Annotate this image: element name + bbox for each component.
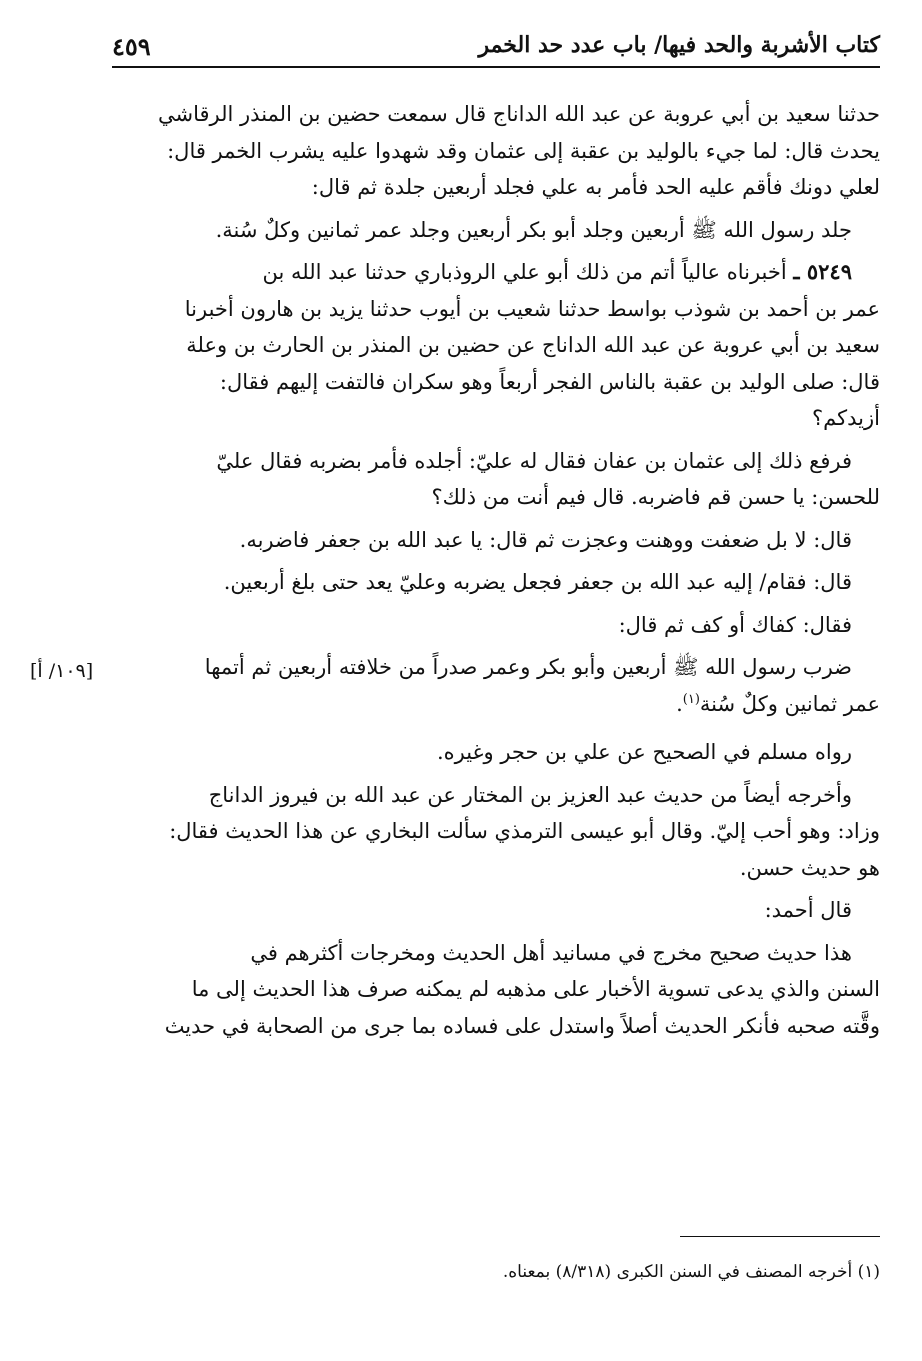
text-line: فقال: كفاك أو كف ثم قال: <box>618 612 852 637</box>
text-line: أزيدكم؟ <box>812 406 880 430</box>
text-line: عمر بن أحمد بن شوذب بواسط حدثنا شعيب بن أيوب حدثنا يزيد بن هارون أخبرنا <box>184 296 880 321</box>
text-line <box>116 686 880 723</box>
header-title: كتاب الأشربة والحد فيها/ باب عدد حد الخمر <box>478 32 880 58</box>
hadith-number: ٥٢٤٩ ـ <box>793 259 852 284</box>
text-line: فرفع ذلك إلى عثمان بن عفان فقال له عليّ: أجلده فأمر بضربه فقال عليّ <box>216 448 852 473</box>
text-line: رواه مسلم في الصحيح عن علي بن حجر وغيره. <box>436 740 852 764</box>
text-line: سعيد بن أبي عروبة عن عبد الله الداناج عن حضين بن المنذر بن الحارث بن وعلة <box>186 333 880 357</box>
text-line: قال أحمد: <box>764 898 852 922</box>
text-line: هو حديث حسن. <box>739 855 880 880</box>
text-line: السنن والذي يدعى تسوية الأخبار على مذهبه لم يمكنه صرف هذا الحديث إلى ما <box>191 977 880 1001</box>
text-line: قال: فقام/ إليه عبد الله بن جعفر فجعل يضربه وعليّ يعد حتى بلغ أربعين. <box>223 570 852 594</box>
footnote-reference: (١) <box>682 691 700 707</box>
text-line: للحسن: يا حسن قم فاضربه. قال فيم أنت من ذلك؟ <box>431 485 880 509</box>
text-line: هذا حديث صحيح مخرج في مسانيد أهل الحديث ومخرجات أكثرهم في <box>250 940 852 965</box>
text-line: جلد رسول الله ﷺ أربعين وجلد أبو بكر أربعين وجلد عمر ثمانين وكلٌ سُنة. <box>215 217 852 242</box>
hadith-line <box>116 254 880 291</box>
page-number: ٤٥٩ <box>112 32 151 61</box>
line-end-period: . <box>676 691 683 716</box>
text-span: عمر ثمانين وكلٌ سُنة <box>699 691 880 716</box>
text-line: وقَّته صحبه فأنكر الحديث أصلاً واستدل على فساده بما جرى من الصحابة في حديث <box>164 1013 880 1038</box>
text-line: لعلي دونك فأقم عليه الحد فأمر به علي فجلد أربعين جلدة ثم قال: <box>311 175 880 199</box>
text-line: قال: صلى الوليد بن عقبة بالناس الفجر أربعاً وهو سكران فالتفت إليهم فقال: <box>219 369 880 394</box>
running-header <box>112 28 880 68</box>
text-line: حدثنا سعيد بن أبي عروبة عن عبد الله الداناج قال سمعت حضين بن المنذر الرقاشي <box>158 102 880 126</box>
text-line: يحدث قال: لما جيء بالوليد بن عقبة إلى عثمان وقد شهدوا عليه يشرب الخمر قال: <box>167 138 880 163</box>
text-line: قال: لا بل ضعفت ووهنت وعجزت ثم قال: يا عبد الله بن جعفر فاضربه. <box>239 527 852 552</box>
footnote-text: (١) أخرجه المصنف في السنن الكبرى (٨/٣١٨) بمعناه. <box>502 1262 880 1282</box>
text-line: وزاد: وهو أحب إليّ. وقال أبو عيسى الترمذي سألت البخاري عن هذا الحديث فقال: <box>169 819 880 843</box>
text-span: أخبرناه عالياً أتم من ذلك أبو علي الروذباري حدثنا عبد الله بن <box>262 260 787 284</box>
text-line: وأخرجه أيضاً من حديث عبد العزيز بن المختار عن عبد الله بن فيروز الداناج <box>208 782 852 807</box>
header-rule <box>112 66 880 68</box>
text-line: ضرب رسول الله ﷺ أربعين وأبو بكر وعمر صدراً من خلافته أربعين ثم أتمها <box>204 655 852 679</box>
main-text <box>116 96 880 1044</box>
footnote-rule <box>680 1236 880 1237</box>
manuscript-folio-note: [١٠٩/ أ] <box>30 660 94 682</box>
